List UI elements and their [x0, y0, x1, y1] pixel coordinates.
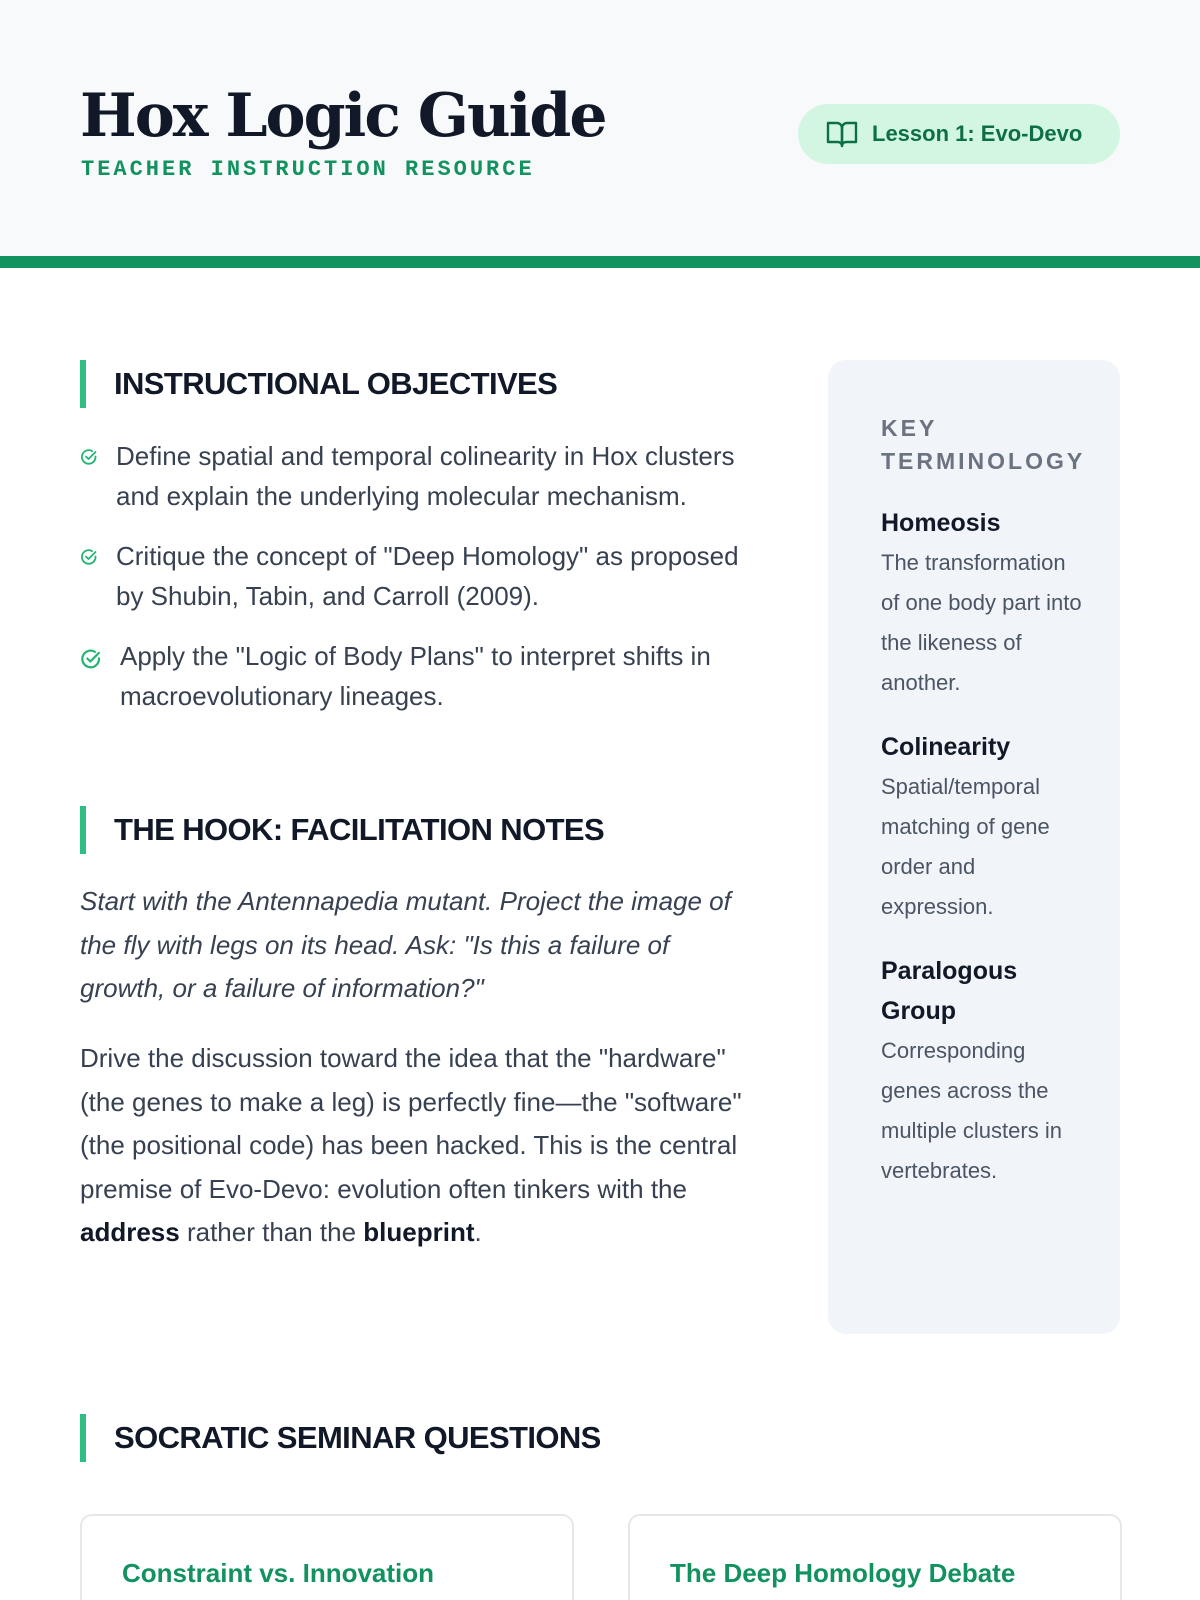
objective-text: Define spatial and temporal colinearity in Hox clusters and explain the underlying molecular mechanism. [116, 441, 735, 511]
term-definition: Corresponding genes across the multiple clusters in vertebrates. [881, 1038, 1062, 1183]
term-definition: Spatial/temporal matching of gene order and expression. [881, 774, 1050, 919]
term-definition: The transformation of one body part into the likeness of another. [881, 550, 1082, 695]
key-terminology-panel [828, 360, 1120, 1334]
seminar-card-title: Constraint vs. Innovation [122, 1558, 435, 1588]
seminar-card [628, 1514, 1122, 1600]
objective-text: Critique the concept of "Deep Homology" as proposed by Shubin, Tabin, and Carroll (2009). [116, 541, 739, 611]
check-circle-icon [80, 548, 98, 566]
objectives-heading: INSTRUCTIONAL OBJECTIVES [80, 360, 557, 408]
term-name: Colinearity [881, 733, 1011, 761]
lesson-badge [798, 104, 1120, 164]
seminar-card-title: The Deep Homology Debate [670, 1558, 1016, 1588]
seminar-heading: SOCRATIC SEMINAR QUESTIONS [80, 1414, 601, 1462]
term-homeosis [881, 503, 1090, 703]
term-colinearity [881, 727, 1090, 927]
lesson-badge-label: Lesson 1: Evo-Devo [872, 121, 1083, 146]
check-circle-icon [80, 448, 98, 466]
key-terminology-title: KEY TERMINOLOGY [881, 415, 1086, 474]
page-title: Hox Logic Guide [80, 81, 606, 151]
open-book-icon [826, 120, 858, 148]
hook-heading: THE HOOK: FACILITATION NOTES [80, 806, 604, 854]
term-name: Paralogous Group [881, 957, 1018, 1025]
check-circle-icon [80, 648, 102, 670]
list-item [80, 536, 760, 616]
list-item [80, 636, 760, 716]
seminar-card [80, 1514, 574, 1600]
hook-facilitation-note: Start with the Antennapedia mutant. Project the image of the fly with legs on its head. Ask: "Is this a failure of growth, or a failure of information?" [80, 886, 731, 1003]
page-subtitle: TEACHER INSTRUCTION RESOURCE [81, 157, 535, 182]
emphasis-blueprint: blueprint [363, 1217, 475, 1247]
emphasis-address: address [80, 1217, 180, 1247]
objectives-list [80, 436, 760, 736]
list-item [80, 436, 760, 516]
hook-discussion-text: Drive the discussion toward the idea that the "hardware" (the genes to make a leg) is perfectly fine—the "software" (the positional code) has been hacked. This is the central premise of Evo-Devo: evolution often tinkers with the address rather than the blueprint. [80, 1043, 742, 1247]
term-name: Homeosis [881, 509, 1001, 537]
term-paralogous-group [881, 951, 1090, 1191]
objective-text: Apply the "Logic of Body Plans" to interpret shifts in macroevolutionary lineages. [120, 641, 711, 711]
page-header [0, 0, 1200, 268]
